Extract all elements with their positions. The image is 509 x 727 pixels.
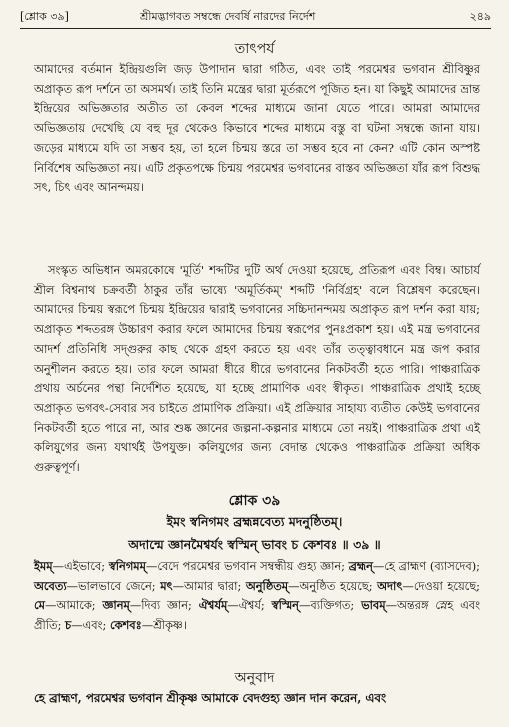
synonym-item: জ্ঞানম্—দিব্য জ্ঞান; [102, 598, 199, 613]
header-verse-ref: [শ্লোক ৩৯] [20, 10, 69, 23]
synonym-item: ভাবম্—অন্তরঙ্গ স্নেহ এবং প্রীতি; [34, 598, 481, 633]
synonym-item: স্বনিগমম্—বেদে পরমেশ্বর ভগবান সম্বন্ধীয় গুহ্য জ্ঞান; [108, 559, 349, 573]
synonym-item: অদাৎ—দেওয়া হয়েছে; [377, 578, 480, 593]
running-header [20, 6, 491, 29]
translation-title: অনুবাদ [234, 670, 275, 686]
verse-title: শ্লোক ৩৯ [228, 493, 281, 509]
synonym-item: চ—এবং; [65, 618, 110, 633]
synonym-item: কেশবঃ—শ্রীকৃষ্ণ। [109, 618, 187, 633]
purport-title: তাৎপর্য [234, 41, 275, 57]
synonym-item: অনুষ্ঠিতম্—অনুষ্ঠিত হয়েছে; [245, 578, 378, 593]
purport-paragraph-2: সংস্কৃত অভিধান অমরকোষে 'মূর্তি' শব্দটির দুটি অর্থ দেওয়া হয়েছে, প্রতিরূপ এবং বিম্ব। আচার্য শ্রীল বিশ্বনাথ চক্রবর্তী ঠাকুর তাঁর ভাষ্যে 'অমূর্তিকম্' শব্দটি 'নির্বিগ্রহ' বলে বিশ্লেষণ করেছেন। আমাদের চিন্ময় স্বরূপে চিন্ময় ইন্দ্রিয়ের দ্বারাই ভগবানের সচ্চিদানন্দময় অপ্রাকৃত রূপ দর্শন করা যায়; অপ্রাকৃত শব্দতরঙ্গ উচ্চারণ করার ফলে আমাদের চিন্ময় স্বরূপের পুনঃপ্রকাশ হয়। এই মন্ত্র ভগবানের আদর্শ প্রতিনিধি সদ্গুরুর কাছ থেকে গ্রহণ করতে হয় এবং তাঁর তত্ত্বাবধানে মন্ত্র জপ করার অনুশীলন করতে হয়। তার ফলে আমরা ধীরে ধীরে ভগবানের নিকটবর্তী হতে পারি। পাঞ্চরাত্রিক প্রথায় অর্চনের পন্থা নির্দেশিত হয়েছে, যা হচ্ছে প্রামাণিক এবং স্বীকৃত। পাঞ্চরাত্রিক প্রথাই হচ্ছে অপ্রাকৃত ভগবৎ-সেবার সব চাইতে প্রামাণিক প্রক্রিয়া। এই প্রক্রিয়ার সাহায্য ব্যতীত কেউই ভগবানের নিকটবর্তী হতে পারে না, আর শুষ্ক জ্ঞানের জল্পনা-কল্পনার মাধ্যমে তো নয়ই। পাঞ্চরাত্রিক প্রথা এই কলিযুগের জন্য যথার্থই উপযুক্ত। কলিযুগের জন্য বেদান্ত থেকেও পাঞ্চরাত্রিক প্রক্রিয়া অধিক গুরুত্বপূর্ণ। [34, 263, 480, 475]
synonym-item: মৎ—আমার দ্বারা; [160, 578, 246, 593]
synonym-item: ঐশ্বর্যম্—ঐশ্বর্য; [198, 598, 272, 613]
purport-paragraph-1: আমাদের বর্তমান ইন্দ্রিয়গুলি জড় উপাদান দ্বারা গঠিত, এবং তাই পরমেশ্বর ভগবান শ্রীবিষ্ণুর অপ্রাকৃত রূপ দর্শনে তা অসমর্থ। তাই তিনি মন্ত্রের দ্বারা মূর্তরূপে পূজিত হন। যা কিছুই আমাদের ভ্রান্ত ইন্দ্রিয়ের অভিজ্ঞতার অতীত তা কেবল শব্দের মাধ্যমে জানা যেতে পারে। আমরা আমাদের অভিজ্ঞতায় দেখেছি যে বহু দূর থেকেও কিভাবে শব্দের মাধ্যমে বস্তু বা ঘটনা সম্বন্ধে জানা যায়। জড়ের মাধ্যমে যদি তা সম্ভব হয়, তা হলে চিন্ময় স্তরে তা সম্ভব হবে না কেন? এটি কোন অস্পষ্ট নির্বিশেষ অভিজ্ঞতা নয়। এটি প্রকৃতপক্ষে চিন্ময় পরমেশ্বর ভগবানের বাস্তব অভিজ্ঞতা যাঁর রূপ বিশুদ্ধ সৎ, চিৎ এবং আনন্দময়। [34, 62, 480, 195]
page-number: ২৪৯ [469, 10, 491, 23]
synonym-item: অবেত্য—ভালভাবে জেনে; [34, 578, 161, 593]
translation-text: হে ব্রাহ্মণ, পরমেশ্বর ভগবান শ্রীকৃষ্ণ আমাকে বেদগুহ্য জ্ঞান দান করেন, এবং [34, 691, 387, 705]
synonym-item: স্বস্মিন্—ব্যক্তিগত; [271, 598, 362, 613]
header-chapter-title: শ্রীমদ্ভাগবত সম্বন্ধে দেবর্ষি নারদের নির্দেশ [140, 10, 316, 23]
synonym-item: ইমম্—এইভাবে; [34, 559, 109, 573]
synonyms-block [34, 557, 480, 636]
verse-line-1: ইমং স্বনিগমং ব্রহ্মন্নবেত্য মদনুষ্ঠিতম্। [166, 514, 343, 529]
synonym-item: মে—আমাকে; [34, 598, 103, 613]
verse-line-2: অদান্মে জ্ঞানমৈশ্বর্যং স্বস্মিন্ ভাবং চ কেশবঃ ॥ ৩৯ ॥ [128, 537, 381, 552]
synonym-item: ব্রহ্মন্—হে ব্রাহ্মণ (ব্যাসদেব); [348, 559, 480, 573]
